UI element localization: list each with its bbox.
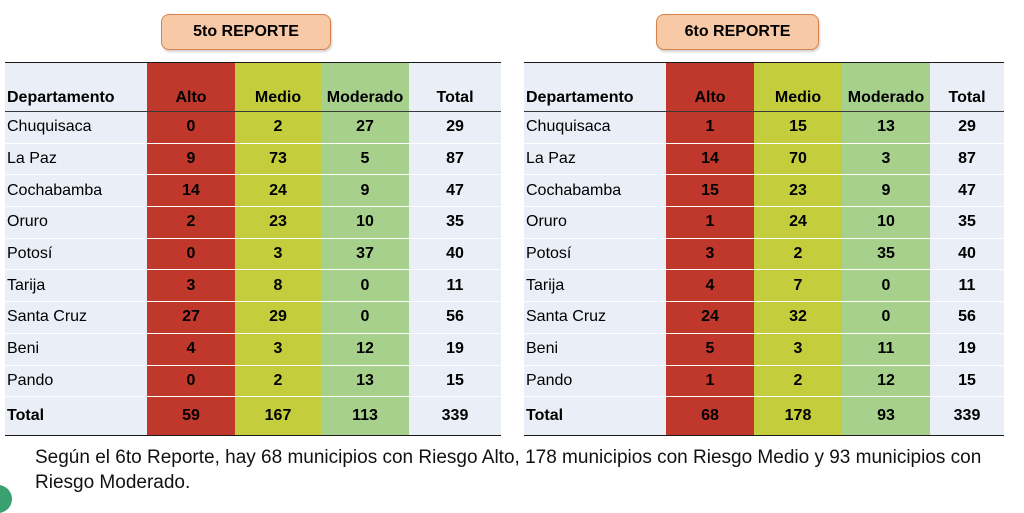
decorative-circle <box>0 485 12 513</box>
cell-departamento: Tarija <box>5 270 147 302</box>
table-row <box>5 143 501 175</box>
table-row <box>5 112 501 144</box>
cell-moderado: 9 <box>321 175 409 207</box>
cell-departamento: Chuquisaca <box>524 112 666 144</box>
header-alto: Alto <box>147 63 235 112</box>
table-row <box>5 270 501 302</box>
cell-departamento: Beni <box>5 333 147 365</box>
header-medio: Medio <box>235 63 321 112</box>
table-row <box>524 143 1004 175</box>
cell-total: 56 <box>409 302 501 334</box>
header-departamento: Departamento <box>524 63 666 112</box>
cell-alto: 1 <box>666 365 754 397</box>
cell-total: 35 <box>930 207 1004 239</box>
cell-alto: 3 <box>666 238 754 270</box>
cell-alto: 0 <box>147 112 235 144</box>
cell-departamento: Oruro <box>5 207 147 239</box>
cell-medio: 32 <box>754 302 842 334</box>
total-row <box>5 397 501 436</box>
cell-medio: 2 <box>754 238 842 270</box>
table-row <box>524 112 1004 144</box>
cell-alto: 68 <box>666 397 754 436</box>
cell-medio: 70 <box>754 143 842 175</box>
table-row <box>524 270 1004 302</box>
cell-medio: 23 <box>235 207 321 239</box>
cell-medio: 15 <box>754 112 842 144</box>
cell-alto: 24 <box>666 302 754 334</box>
cell-moderado: 37 <box>321 238 409 270</box>
cell-medio: 2 <box>235 365 321 397</box>
cell-departamento: Beni <box>524 333 666 365</box>
cell-departamento: Pando <box>5 365 147 397</box>
cell-departamento: Potosí <box>524 238 666 270</box>
cell-departamento: Cochabamba <box>524 175 666 207</box>
cell-total: 29 <box>930 112 1004 144</box>
header-departamento: Departamento <box>5 63 147 112</box>
cell-medio: 7 <box>754 270 842 302</box>
cell-departamento: Tarija <box>524 270 666 302</box>
cell-departamento: La Paz <box>524 143 666 175</box>
cell-medio: 73 <box>235 143 321 175</box>
cell-medio: 24 <box>235 175 321 207</box>
header-total: Total <box>409 63 501 112</box>
header-alto: Alto <box>666 63 754 112</box>
total-row <box>524 397 1004 436</box>
report-6-table <box>524 62 1004 436</box>
table-row <box>5 333 501 365</box>
cell-alto: 1 <box>666 112 754 144</box>
cell-total: 19 <box>409 333 501 365</box>
cell-total: 29 <box>409 112 501 144</box>
cell-alto: 1 <box>666 207 754 239</box>
cell-alto: 15 <box>666 175 754 207</box>
cell-total: 11 <box>409 270 501 302</box>
cell-departamento: Pando <box>524 365 666 397</box>
table-row <box>524 333 1004 365</box>
cell-alto: 4 <box>147 333 235 365</box>
cell-moderado: 5 <box>321 143 409 175</box>
cell-medio: 8 <box>235 270 321 302</box>
cell-moderado: 11 <box>842 333 930 365</box>
cell-total: 40 <box>930 238 1004 270</box>
cell-alto: 2 <box>147 207 235 239</box>
cell-departamento: Cochabamba <box>5 175 147 207</box>
cell-total: 339 <box>409 397 501 436</box>
cell-moderado: 13 <box>842 112 930 144</box>
cell-departamento: Santa Cruz <box>5 302 147 334</box>
cell-alto: 4 <box>666 270 754 302</box>
report-5-title-badge: 5to REPORTE <box>161 14 331 50</box>
cell-moderado: 0 <box>842 270 930 302</box>
cell-medio: 29 <box>235 302 321 334</box>
header-moderado: Moderado <box>842 63 930 112</box>
cell-departamento: Potosí <box>5 238 147 270</box>
cell-moderado: 0 <box>842 302 930 334</box>
cell-total: 339 <box>930 397 1004 436</box>
cell-alto: 0 <box>147 365 235 397</box>
table-row <box>5 365 501 397</box>
cell-departamento: Oruro <box>524 207 666 239</box>
cell-moderado: 10 <box>321 207 409 239</box>
cell-alto: 9 <box>147 143 235 175</box>
table-row <box>5 207 501 239</box>
cell-moderado: 27 <box>321 112 409 144</box>
cell-medio: 167 <box>235 397 321 436</box>
cell-total: 87 <box>930 143 1004 175</box>
cell-departamento: Chuquisaca <box>5 112 147 144</box>
cell-alto: 14 <box>666 143 754 175</box>
cell-total: 47 <box>409 175 501 207</box>
cell-moderado: 3 <box>842 143 930 175</box>
cell-total: 47 <box>930 175 1004 207</box>
cell-alto: 5 <box>666 333 754 365</box>
cell-departamento: Santa Cruz <box>524 302 666 334</box>
header-row <box>5 63 501 112</box>
cell-total: 15 <box>409 365 501 397</box>
table-row <box>524 175 1004 207</box>
header-medio: Medio <box>754 63 842 112</box>
cell-alto: 59 <box>147 397 235 436</box>
cell-total: 40 <box>409 238 501 270</box>
cell-departamento: Total <box>5 397 147 436</box>
table-row <box>5 238 501 270</box>
table-row <box>5 175 501 207</box>
cell-medio: 3 <box>235 333 321 365</box>
cell-alto: 14 <box>147 175 235 207</box>
report-6-title-badge: 6to REPORTE <box>656 14 819 50</box>
cell-total: 15 <box>930 365 1004 397</box>
cell-moderado: 9 <box>842 175 930 207</box>
cell-total: 56 <box>930 302 1004 334</box>
cell-medio: 3 <box>754 333 842 365</box>
cell-moderado: 12 <box>842 365 930 397</box>
table-row <box>524 365 1004 397</box>
report-5-table <box>5 62 501 436</box>
cell-moderado: 35 <box>842 238 930 270</box>
cell-medio: 24 <box>754 207 842 239</box>
cell-moderado: 113 <box>321 397 409 436</box>
cell-medio: 2 <box>235 112 321 144</box>
cell-moderado: 13 <box>321 365 409 397</box>
cell-total: 87 <box>409 143 501 175</box>
header-total: Total <box>930 63 1004 112</box>
table-row <box>524 207 1004 239</box>
cell-medio: 3 <box>235 238 321 270</box>
table-row <box>5 302 501 334</box>
cell-alto: 3 <box>147 270 235 302</box>
cell-medio: 2 <box>754 365 842 397</box>
cell-alto: 0 <box>147 238 235 270</box>
cell-moderado: 0 <box>321 302 409 334</box>
cell-moderado: 10 <box>842 207 930 239</box>
table-row <box>524 302 1004 334</box>
cell-departamento: La Paz <box>5 143 147 175</box>
cell-moderado: 93 <box>842 397 930 436</box>
table-row <box>524 238 1004 270</box>
cell-departamento: Total <box>524 397 666 436</box>
cell-total: 35 <box>409 207 501 239</box>
cell-total: 19 <box>930 333 1004 365</box>
cell-alto: 27 <box>147 302 235 334</box>
header-row <box>524 63 1004 112</box>
cell-total: 11 <box>930 270 1004 302</box>
cell-moderado: 0 <box>321 270 409 302</box>
header-moderado: Moderado <box>321 63 409 112</box>
cell-medio: 23 <box>754 175 842 207</box>
cell-medio: 178 <box>754 397 842 436</box>
summary-footnote: Según el 6to Reporte, hay 68 municipios con Riesgo Alto, 178 municipios con Riesgo Medio y 93 municipios con Riesgo Moderado. <box>35 447 982 493</box>
cell-moderado: 12 <box>321 333 409 365</box>
